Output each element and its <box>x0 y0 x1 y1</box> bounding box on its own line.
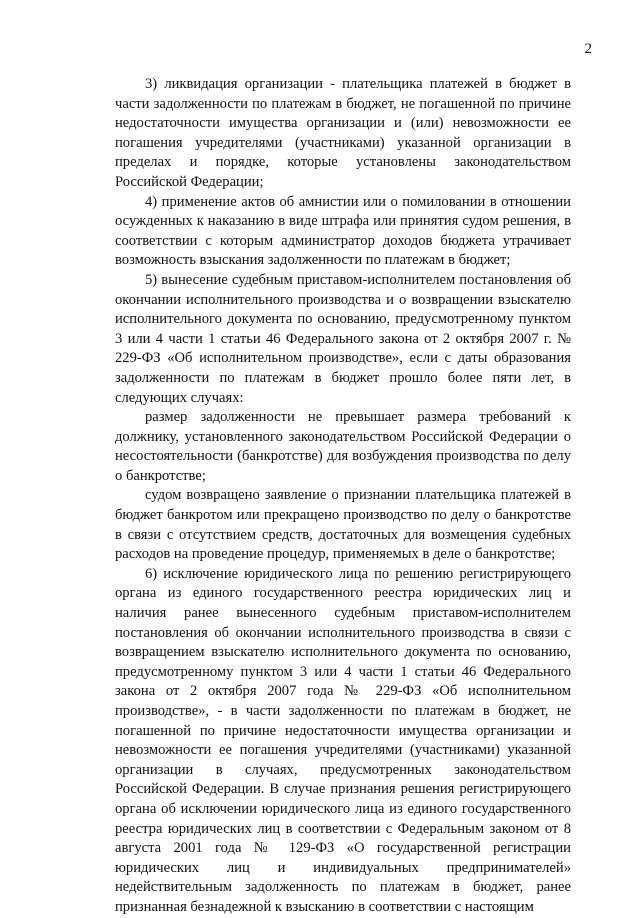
paragraph-item-5-bailiff-resolution: 5) вынесение судебным приставом-исполнителем постановления об окончании исполнительного производства и о возвращении взыскателю исполнительного документа по основанию, предусмотренному пунктом 3 или 4 части 1 статьи 46 Федерального закона от 2 октября 2007 г. № 229-ФЗ «Об исполнительном производстве», если с даты образования задолженности по платежам в бюджет прошло более пяти лет, в следующих случаях: <box>115 271 571 406</box>
paragraph-item-3-liquidation: 3) ликвидация организации - плательщика платежей в бюджет в части задолженности по платежам в бюджет, не погашенной по причине недостаточности имущества организации и (или) невозможности ее погашения учредителями (участниками) указанной организации в пределах и порядке, которые установлены законодательством Российской Федерации; <box>115 76 571 190</box>
paragraph-item-4-amnesty: 4) применение актов об амнистии или о помиловании в отношении осужденных к наказанию в виде штрафа или принятия судом решения, в соответствии с которым администратор доходов бюджета утрачивает возможность взыскания задолженности по платежам в бюджет; <box>115 193 571 269</box>
paragraph-case-debt-amount: размер задолженности не превышает размера требований к должнику, установленного законодательством Российской Федерации о несостоятельности (банкротстве) для возбуждения производства по делу о банкротстве; <box>115 409 571 484</box>
paragraph-case-court-returned: судом возвращено заявление о признании плательщика платежей в бюджет банкротом или прекращено производство по делу о банкротстве в связи с отсутствием средств, достаточных для возмещения судебных расходов на проведение процедур, применяемых в деле о банкротстве; <box>115 487 571 563</box>
paragraph-item-6-exclusion: 6) исключение юридического лица по решению регистрирующего органа из единого государственного реестра юридических лиц и наличия ранее вынесенного судебным приставом-исполнителем постановления об окончании исполнительного производства в связи с возвращением взыскателю исполнительного документа по основанию, предусмотренному пунктом 3 или 4 части 1 статьи 46 Федерального закона от 2 октября 2007 года № 229-ФЗ «Об исполнительном производстве», - в части задолженности по платежам в бюджет, не погашенной по причине недостаточности имущества организации и невозможности ее погашения учредителями (участниками) указанной организации в случаях, предусмотренных законодательством Российской Федерации. В случае признания решения регистрирующего органа об исключении юридического лица из единого государственного реестра юридических лиц в соответствии с Федеральным законом от 8 августа 2001 года № 129-ФЗ «О государственной регистрации юридических лиц и индивидуальных предпринимателей» недействительным задолженность по платежам в бюджет, ранее признанная безнадежной к взысканию в соответствии с настоящим <box>115 565 571 915</box>
document-body <box>115 75 571 918</box>
page-number: 2 <box>584 41 592 57</box>
